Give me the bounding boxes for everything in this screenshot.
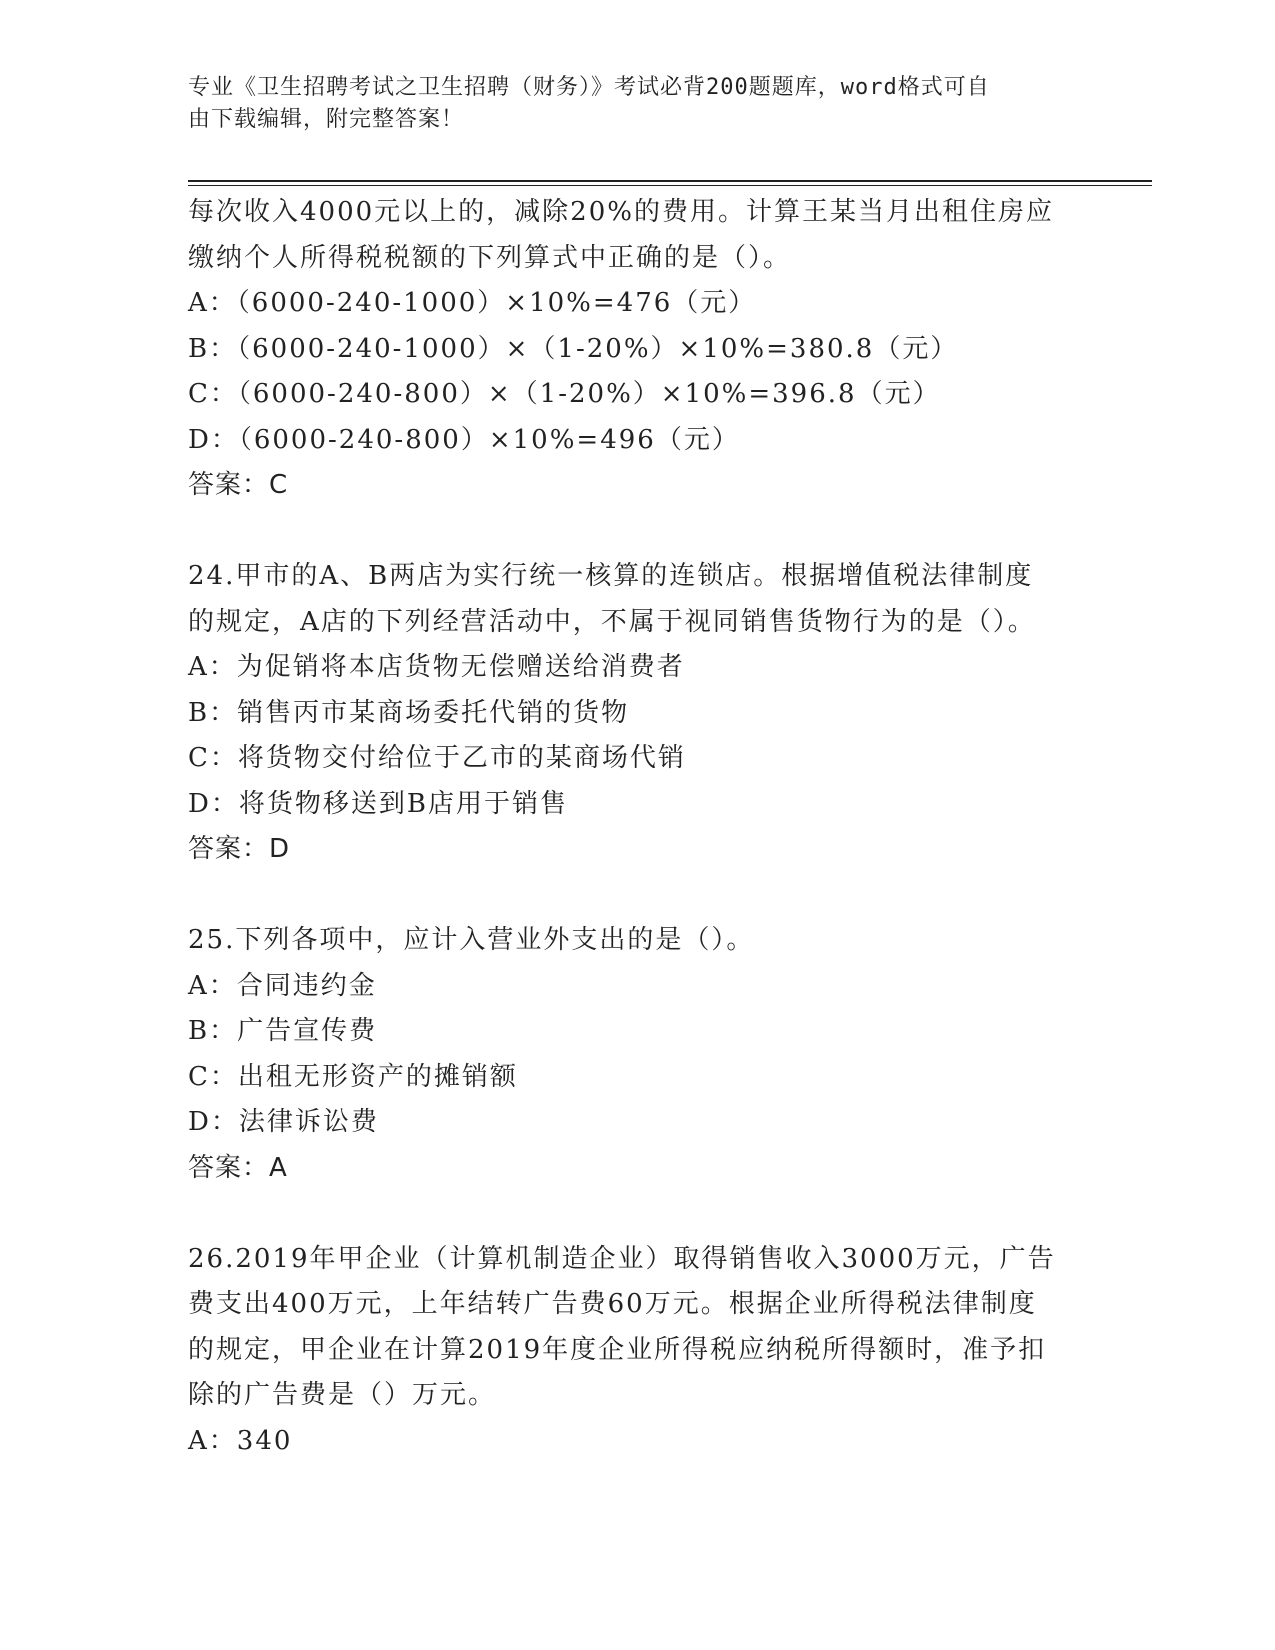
question-content — [188, 190, 1088, 1464]
header-rule-thin — [188, 185, 1152, 186]
option-a: A：340 — [188, 1425, 293, 1456]
question-stem-line: 25.下列各项中，应计入营业外支出的是（）。 — [188, 925, 755, 955]
question-24 — [188, 554, 1088, 873]
option-d: D：将货物移送到B店用于销售 — [188, 788, 568, 819]
spacer — [188, 873, 1088, 919]
header-rule-thick — [188, 180, 1152, 182]
question-stem-line: 每次收入4000元以上的，减除20%的费用。计算王某当月出租住房应 — [188, 197, 1054, 227]
option-d: D：法律诉讼费 — [188, 1107, 379, 1137]
answer-line: 答案：A — [188, 1152, 288, 1183]
question-stem-line: 24.甲市的A、B两店为实行统一核算的连锁店。根据增值税法律制度 — [188, 561, 1034, 591]
question-stem-line: 费支出400万元，上年结转广告费60万元。根据企业所得税法律制度 — [188, 1289, 1037, 1319]
question-stem-line: 26.2019年甲企业（计算机制造企业）取得销售收入3000万元，广告 — [188, 1243, 1056, 1274]
option-d: D：（6000-240-800）×10%=496（元） — [188, 424, 740, 455]
question-stem-line: 缴纳个人所得税税额的下列算式中正确的是（）。 — [188, 242, 792, 273]
question-23 — [188, 190, 1088, 509]
question-26 — [188, 1237, 1088, 1465]
question-stem-line: 的规定，甲企业在计算2019年度企业所得税应纳税所得额时，准予扣 — [188, 1334, 1047, 1365]
option-a: A：为促销将本店货物无偿赠送给消费者 — [188, 652, 685, 682]
question-stem-line: 除的广告费是（）万元。 — [188, 1380, 497, 1410]
question-25 — [188, 918, 1088, 1191]
header-line-2: 由下载编辑，附完整答案！ — [188, 107, 465, 132]
option-a: A：（6000-240-1000）×10%=476（元） — [188, 288, 757, 318]
question-stem-line: 的规定，A店的下列经营活动中，不属于视同销售货物行为的是（）。 — [188, 606, 1036, 637]
option-c: C：将货物交付给位于乙市的某商场代销 — [188, 743, 686, 773]
option-a: A：合同违约金 — [188, 970, 377, 1001]
option-b: B：广告宣传费 — [188, 1016, 378, 1046]
option-c: C：（6000-240-800）×（1-20%）×10%=396.8（元） — [188, 379, 941, 409]
option-c: C：出租无形资产的摊销额 — [188, 1061, 518, 1092]
header-line-1: 专业《卫生招聘考试之卫生招聘（财务）》考试必背200题题库，word格式可自 — [188, 75, 990, 100]
option-b: B：（6000-240-1000）×（1-20%）×10%=380.8（元） — [188, 333, 959, 364]
spacer — [188, 1191, 1088, 1237]
answer-line: 答案：C — [188, 470, 289, 500]
spacer — [188, 509, 1088, 555]
document-header — [188, 72, 1068, 136]
answer-line: 答案：D — [188, 834, 291, 864]
option-b: B：销售丙市某商场委托代销的货物 — [188, 697, 630, 728]
